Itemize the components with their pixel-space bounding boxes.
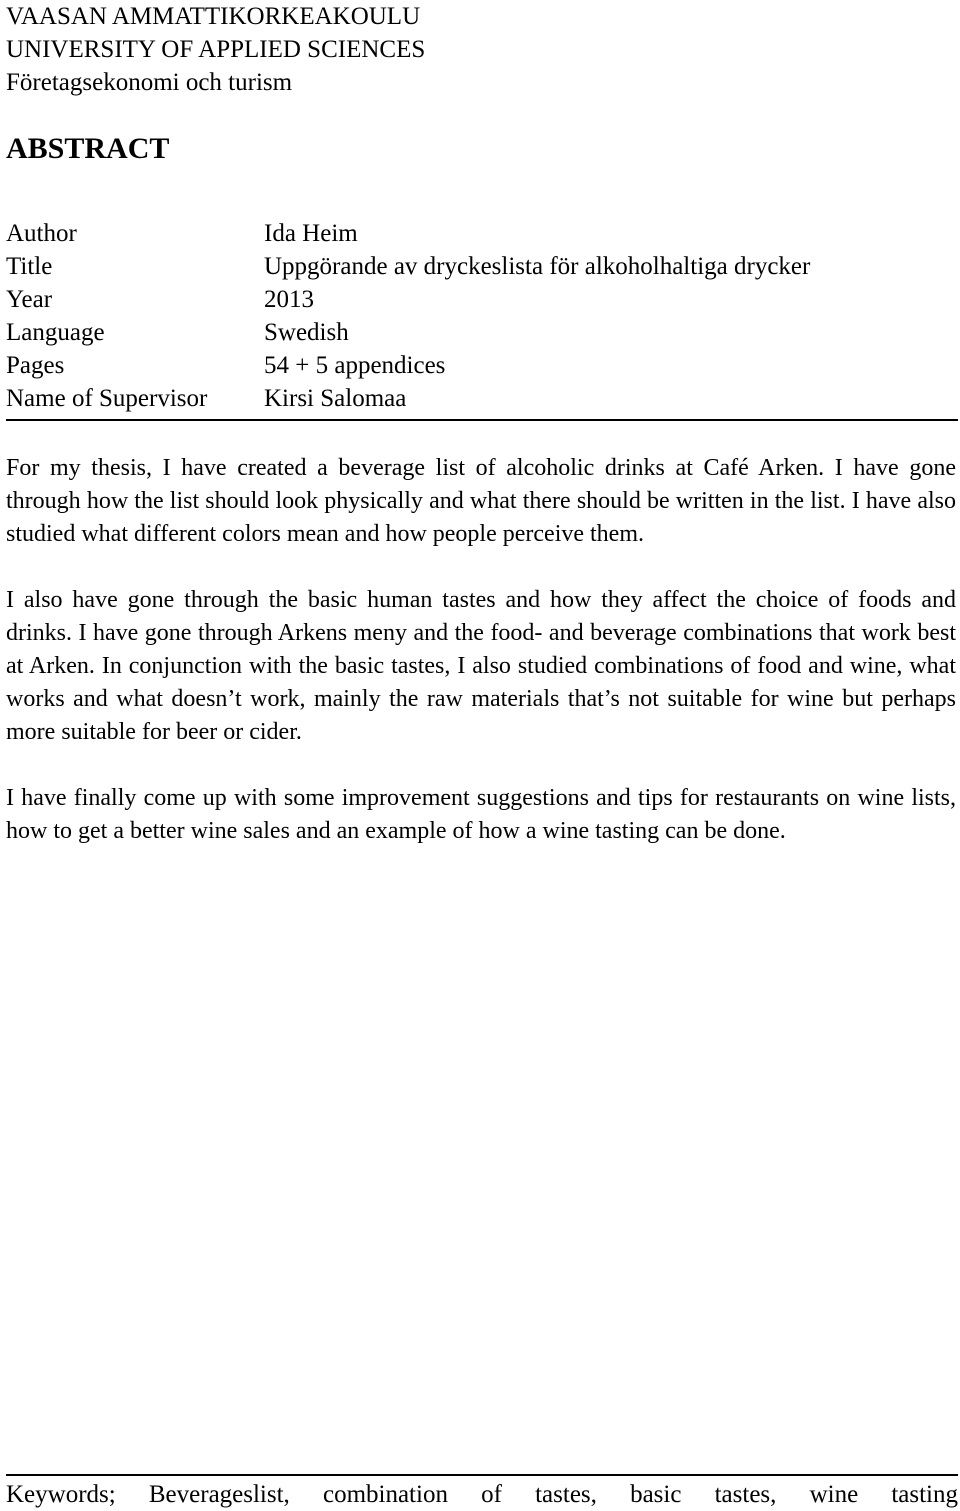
metadata-row-year: [6, 283, 958, 316]
keywords-line: Keywords; Beverageslist, combination of tastes, basic tastes, wine tasting: [6, 1474, 958, 1510]
metadata-row-pages: [6, 349, 958, 382]
thesis-metadata-table: [6, 217, 958, 421]
metadata-row-author: [6, 217, 958, 250]
abstract-page: [6, 0, 958, 1508]
metadata-label: Title: [6, 253, 53, 280]
abstract-paragraph: I have finally come up with some improvement suggestions and tips for restaurants on wine lists, how to get a better wine sales and an example of how a wine tasting can be done.: [6, 785, 956, 844]
institution-header: [6, 0, 958, 99]
metadata-row-supervisor: [6, 382, 958, 415]
metadata-label: Language: [6, 319, 105, 346]
abstract-body: [6, 452, 956, 881]
metadata-label: Author: [6, 220, 77, 247]
metadata-value: Uppgörande av dryckeslista för alkoholhaltiga drycker: [264, 253, 811, 280]
metadata-value: 54 + 5 appendices: [264, 352, 446, 379]
metadata-row-title: [6, 250, 958, 283]
metadata-value: 2013: [264, 286, 314, 313]
metadata-row-language: [6, 316, 958, 349]
metadata-value: Ida Heim: [264, 220, 358, 247]
metadata-label: Year: [6, 286, 53, 313]
metadata-label: Pages: [6, 352, 65, 379]
metadata-label: Name of Supervisor: [6, 385, 208, 412]
metadata-value: Swedish: [264, 319, 349, 346]
abstract-paragraph: For my thesis, I have created a beverage list of alcoholic drinks at Café Arken. I have gone through how the list should look physically and what there should be written in the list. I have also studied what different colors mean and how people perceive them.: [6, 455, 956, 547]
department-name: Företagsekonomi och turism: [6, 69, 293, 96]
institution-name-english: UNIVERSITY OF APPLIED SCIENCES: [6, 36, 426, 63]
institution-name-finnish: VAASAN AMMATTIKORKEAKOULU: [6, 3, 421, 30]
abstract-paragraph: I also have gone through the basic human tastes and how they affect the choice of foods and drinks. I have gone through Arkens meny and the food- and beverage combinations that work best at Arken. In conjunction with the basic tastes, I also studied combinations of food and wine, what works and what doesn’t work, mainly the raw materials that’s not suitable for wine but perhaps more suitable for beer or cider.: [6, 587, 956, 745]
abstract-heading: ABSTRACT: [6, 132, 170, 165]
metadata-value: Kirsi Salomaa: [264, 385, 407, 412]
